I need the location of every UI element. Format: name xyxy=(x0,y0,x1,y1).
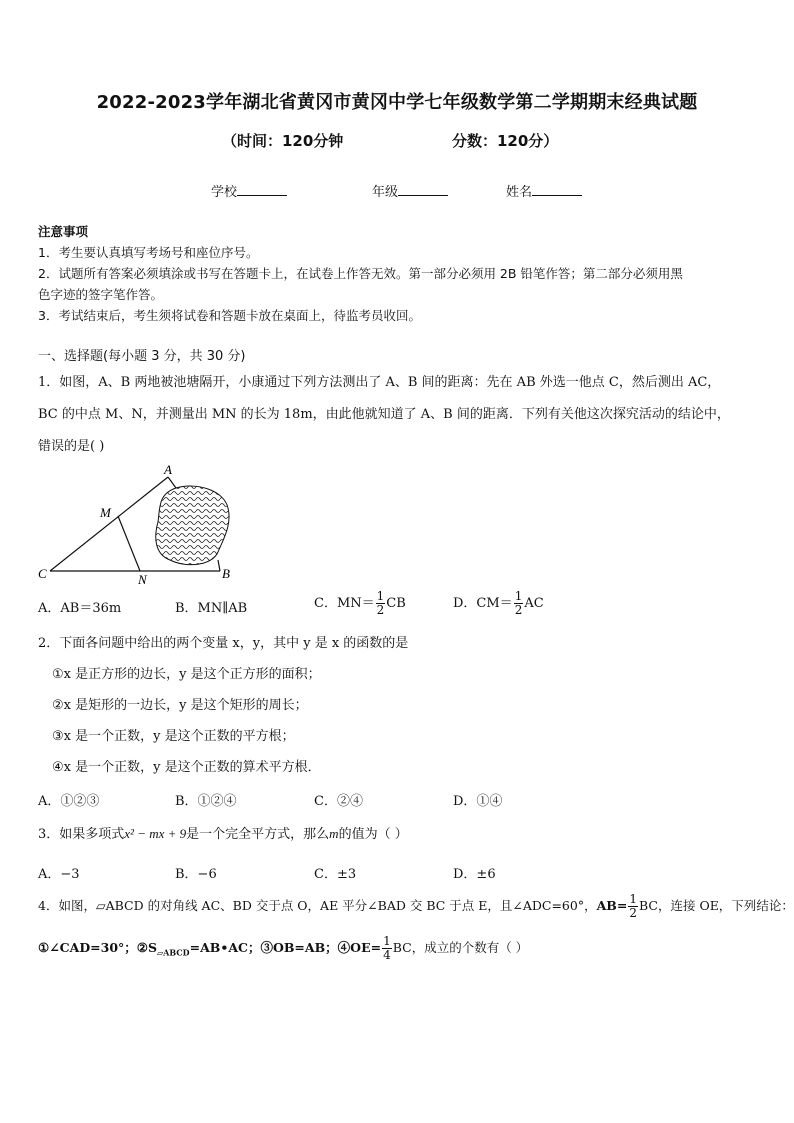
q1-option-a: A．AB＝36m xyxy=(38,601,122,616)
q4-line-2-end: BC，成立的个数有（ ） xyxy=(392,940,529,955)
name-blank xyxy=(532,183,582,196)
segment-ca xyxy=(50,477,168,571)
note-item: 3．考试结束后，考生须将试卷和答题卡放在桌面上，待监考员收回。 xyxy=(38,308,421,323)
q4-line-2-middle: =AB•AC；③OB=AB；④OE= xyxy=(189,940,382,955)
label-n: N xyxy=(138,572,147,587)
q3-option-c: C．±3 xyxy=(314,867,357,882)
q1-option-c xyxy=(314,590,406,617)
q2-option-a: A．①②③ xyxy=(38,794,100,809)
q2-item: ④x 是一个正数，y 是这个正数的算术平方根． xyxy=(52,760,321,775)
notes-heading: 注意事项 xyxy=(38,224,89,239)
total-score: 分数：120分） xyxy=(452,132,559,150)
q3-stem xyxy=(38,824,408,845)
q4-ab-equals: AB= xyxy=(596,898,628,913)
q2-option-b: B．①②④ xyxy=(175,794,237,809)
q1-option-d-prefix: D．CM＝ xyxy=(453,596,513,611)
name-label: 姓名 xyxy=(506,185,533,200)
q3-polynomial: x² − mx + 9 xyxy=(124,826,187,841)
fraction-numerator: 1 xyxy=(376,589,385,603)
label-m: M xyxy=(100,505,111,520)
q3-stem-middle: 是一个完全平方式，那么 xyxy=(186,827,330,842)
grade-field xyxy=(372,181,448,200)
time-limit: （时间：120分钟 xyxy=(222,132,344,150)
exam-title: 2022-2023学年湖北省黄冈市黄冈中学七年级数学第二学期期末经典试题 xyxy=(96,92,698,113)
label-c: C xyxy=(38,566,47,581)
q2-option-d: D．①④ xyxy=(453,794,503,809)
q3-stem-prefix: 3．如果多项式 xyxy=(38,827,125,842)
q2-item: ③x 是一个正数，y 是这个正数的平方根； xyxy=(52,729,295,744)
school-blank xyxy=(237,183,287,196)
fraction-one-half xyxy=(514,590,524,617)
q2-item: ②x 是矩形的一边长，y 是这个矩形的周长； xyxy=(52,698,308,713)
q1-option-b: B．MN∥AB xyxy=(175,601,248,616)
q4-line-2 xyxy=(38,935,528,963)
q3-option-b: B．−6 xyxy=(175,867,217,882)
q1-option-c-suffix: CB xyxy=(386,596,406,611)
segment-a-edge xyxy=(168,477,176,488)
fraction-numerator: 1 xyxy=(514,589,523,603)
q3-option-a: A．−3 xyxy=(38,867,80,882)
q4-line-1 xyxy=(38,893,794,920)
q4-line-2-start: ①∠CAD=30°；②S xyxy=(38,940,158,955)
fraction-denominator: 2 xyxy=(376,603,385,617)
school-label: 学校 xyxy=(211,185,238,200)
fraction-one-half xyxy=(628,893,638,920)
note-item: 2．试题所有答案必须填涂或书写在答题卡上，在试卷上作答无效。第一部分必须用 2B 铅笔作答；第二部分必须用黑 xyxy=(38,266,683,281)
fraction-denominator: 2 xyxy=(629,906,637,920)
fraction-denominator: 4 xyxy=(383,948,391,962)
label-b: B xyxy=(222,566,230,581)
q2-stem: 2．下面各问题中给出的两个变量 x，y，其中 y 是 x 的函数的是 xyxy=(38,636,409,651)
segment-mn xyxy=(118,516,140,571)
pond-shape xyxy=(156,486,229,565)
fraction-numerator: 1 xyxy=(629,892,637,906)
q1-line: 错误的是( ) xyxy=(38,439,105,454)
q2-option-c: C．②④ xyxy=(314,794,363,809)
note-item: 1．考生要认真填写考场号和座位序号。 xyxy=(38,245,259,260)
q3-option-d: D．±6 xyxy=(453,867,496,882)
q4-area-subscript: ▱ABCD xyxy=(157,947,190,958)
q3-stem-end: 的值为（ ） xyxy=(338,827,408,842)
q1-line: 1．如图，A、B 两地被池塘隔开，小康通过下列方法测出了 A、B 间的距离：先在 AB 外选一他点 C，然后测出 AC， xyxy=(38,375,721,390)
q1-pond-figure xyxy=(36,460,246,588)
label-a: A xyxy=(164,462,172,477)
grade-blank xyxy=(398,183,448,196)
q1-option-c-prefix: C．MN＝ xyxy=(314,596,375,611)
fraction-numerator: 1 xyxy=(383,934,391,948)
q1-option-d-suffix: AC xyxy=(524,596,544,611)
section-heading: 一、选择题(每小题 3 分，共 30 分) xyxy=(38,349,246,364)
q4-line-1-text: 4．如图，▱ABCD 的对角线 AC、BD 交于点 O，AE 平分∠BAD 交 BC 于点 E，且∠ADC=60°， xyxy=(38,898,597,913)
q4-line-1-end: BC，连接 OE，下列结论： xyxy=(638,898,794,913)
q1-line: BC 的中点 M、N，并测量出 MN 的长为 18m，由此他就知道了 A、B 间的距离．下列有关他这次探究活动的结论中， xyxy=(38,407,730,422)
name-field xyxy=(506,181,582,200)
fraction-one-half xyxy=(376,590,386,617)
q3-variable: m xyxy=(329,826,339,841)
fraction-one-quarter xyxy=(382,935,392,962)
segment-b-edge xyxy=(218,560,220,571)
q1-option-d xyxy=(453,590,544,617)
q2-item: ①x 是正方形的边长，y 是这个正方形的面积； xyxy=(52,667,321,682)
grade-label: 年级 xyxy=(372,185,399,200)
note-item: 色字迹的签字笔作答。 xyxy=(38,287,164,302)
school-field xyxy=(211,181,287,200)
fraction-denominator: 2 xyxy=(514,603,523,617)
